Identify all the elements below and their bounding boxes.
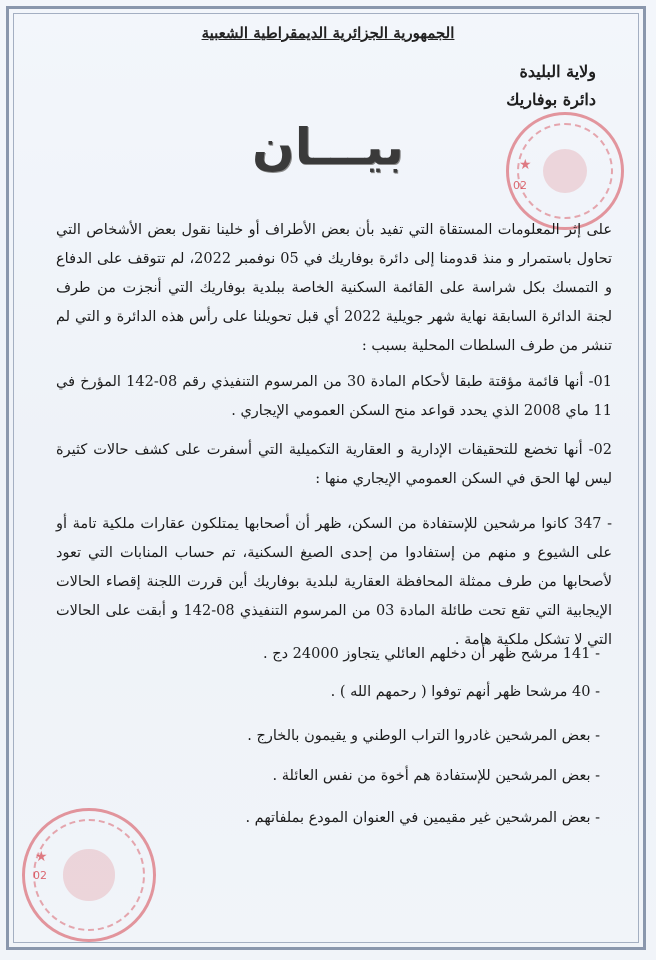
point-01-paragraph: 01- أنها قائمة مؤقتة طبقا لأحكام المادة 30 من المرسوم التنفيذي رقم 08-142 المؤرخ في 11 ماي 2008 الذي يحدد قواعد منح السكن العمومي الإيجاري . [56, 374, 612, 419]
document-title: بيـــان [252, 118, 404, 176]
stamp-number: 02 [33, 869, 47, 882]
list-item: - بعض المرشحين غير مقيمين في العنوان المودع بملفاتهم . [245, 810, 600, 826]
list-item: - 40 مرشحا ظهر أنهم توفوا ( رحمهم الله ) . [330, 684, 600, 700]
list-item: - 141 مرشح ظهر أن دخلهم العائلي يتجاوز 24000 دج . [263, 646, 600, 662]
official-stamp-bottom [22, 808, 156, 942]
star-icon: ★ [519, 157, 532, 173]
item-347-paragraph: - 347 كانوا مرشحين للإستفادة من السكن، ظهر أن أصحابها يمتلكون عقارات ملكية تامة أو على الشيوع و منهم من إستفادوا من إحدى الصيغ السكنية، تم حساب المنابات التي تعود لأصحابها من طرف ممثلة المحافظة العقارية لبلدية بوفاريك أين قررت اللجنة إقصاء الحالات الإيجابية التي تقع تحت طائلة المادة 03 من المرسوم التنفيذي 08-142 و أبقت على الحالات التي لا تشكل ملكية هامة . [56, 516, 613, 648]
list-item: - بعض المرشحين للإستفادة هم أخوة من نفس العائلة . [272, 768, 600, 784]
star-icon: ★ [35, 849, 48, 865]
stamp-number: 02 [513, 179, 527, 192]
daira-label: دائرة بوفاريك [506, 90, 596, 109]
republic-heading: الجمهورية الجزائرية الديمقراطية الشعبية [201, 24, 455, 42]
point-02-paragraph: 02- أنها تخضع للتحقيقات الإدارية و العقارية التكميلية التي أسفرت على كشف حالات كثيرة ليس لها الحق في السكن العمومي الإيجاري منها : [56, 442, 612, 487]
intro-paragraph: على إثر المعلومات المستقاة التي تفيد بأن بعض الأطراف أو خلينا نقول بعض الأشخاص التي تحاول باستمرار و منذ قدومنا إلى دائرة بوفاريك في 05 نوفمبر 2022، لم تتوقف على الدفاع و التمسك بكل شراسة على القائمة السكنية الخاصة ببلدية بوفاريك التي أنجزت من طرف لجنة الدائرة السابقة نهاية شهر جويلية 2022 أي قبل تحويلنا على رأس هذه الدائرة و التي لم تنشر من طرف السلطات المحلية بسبب : [56, 222, 613, 354]
list-item: - بعض المرشحين غادروا التراب الوطني و يقيمون بالخارج . [247, 728, 600, 744]
wilaya-label: ولاية البليدة [519, 62, 596, 81]
